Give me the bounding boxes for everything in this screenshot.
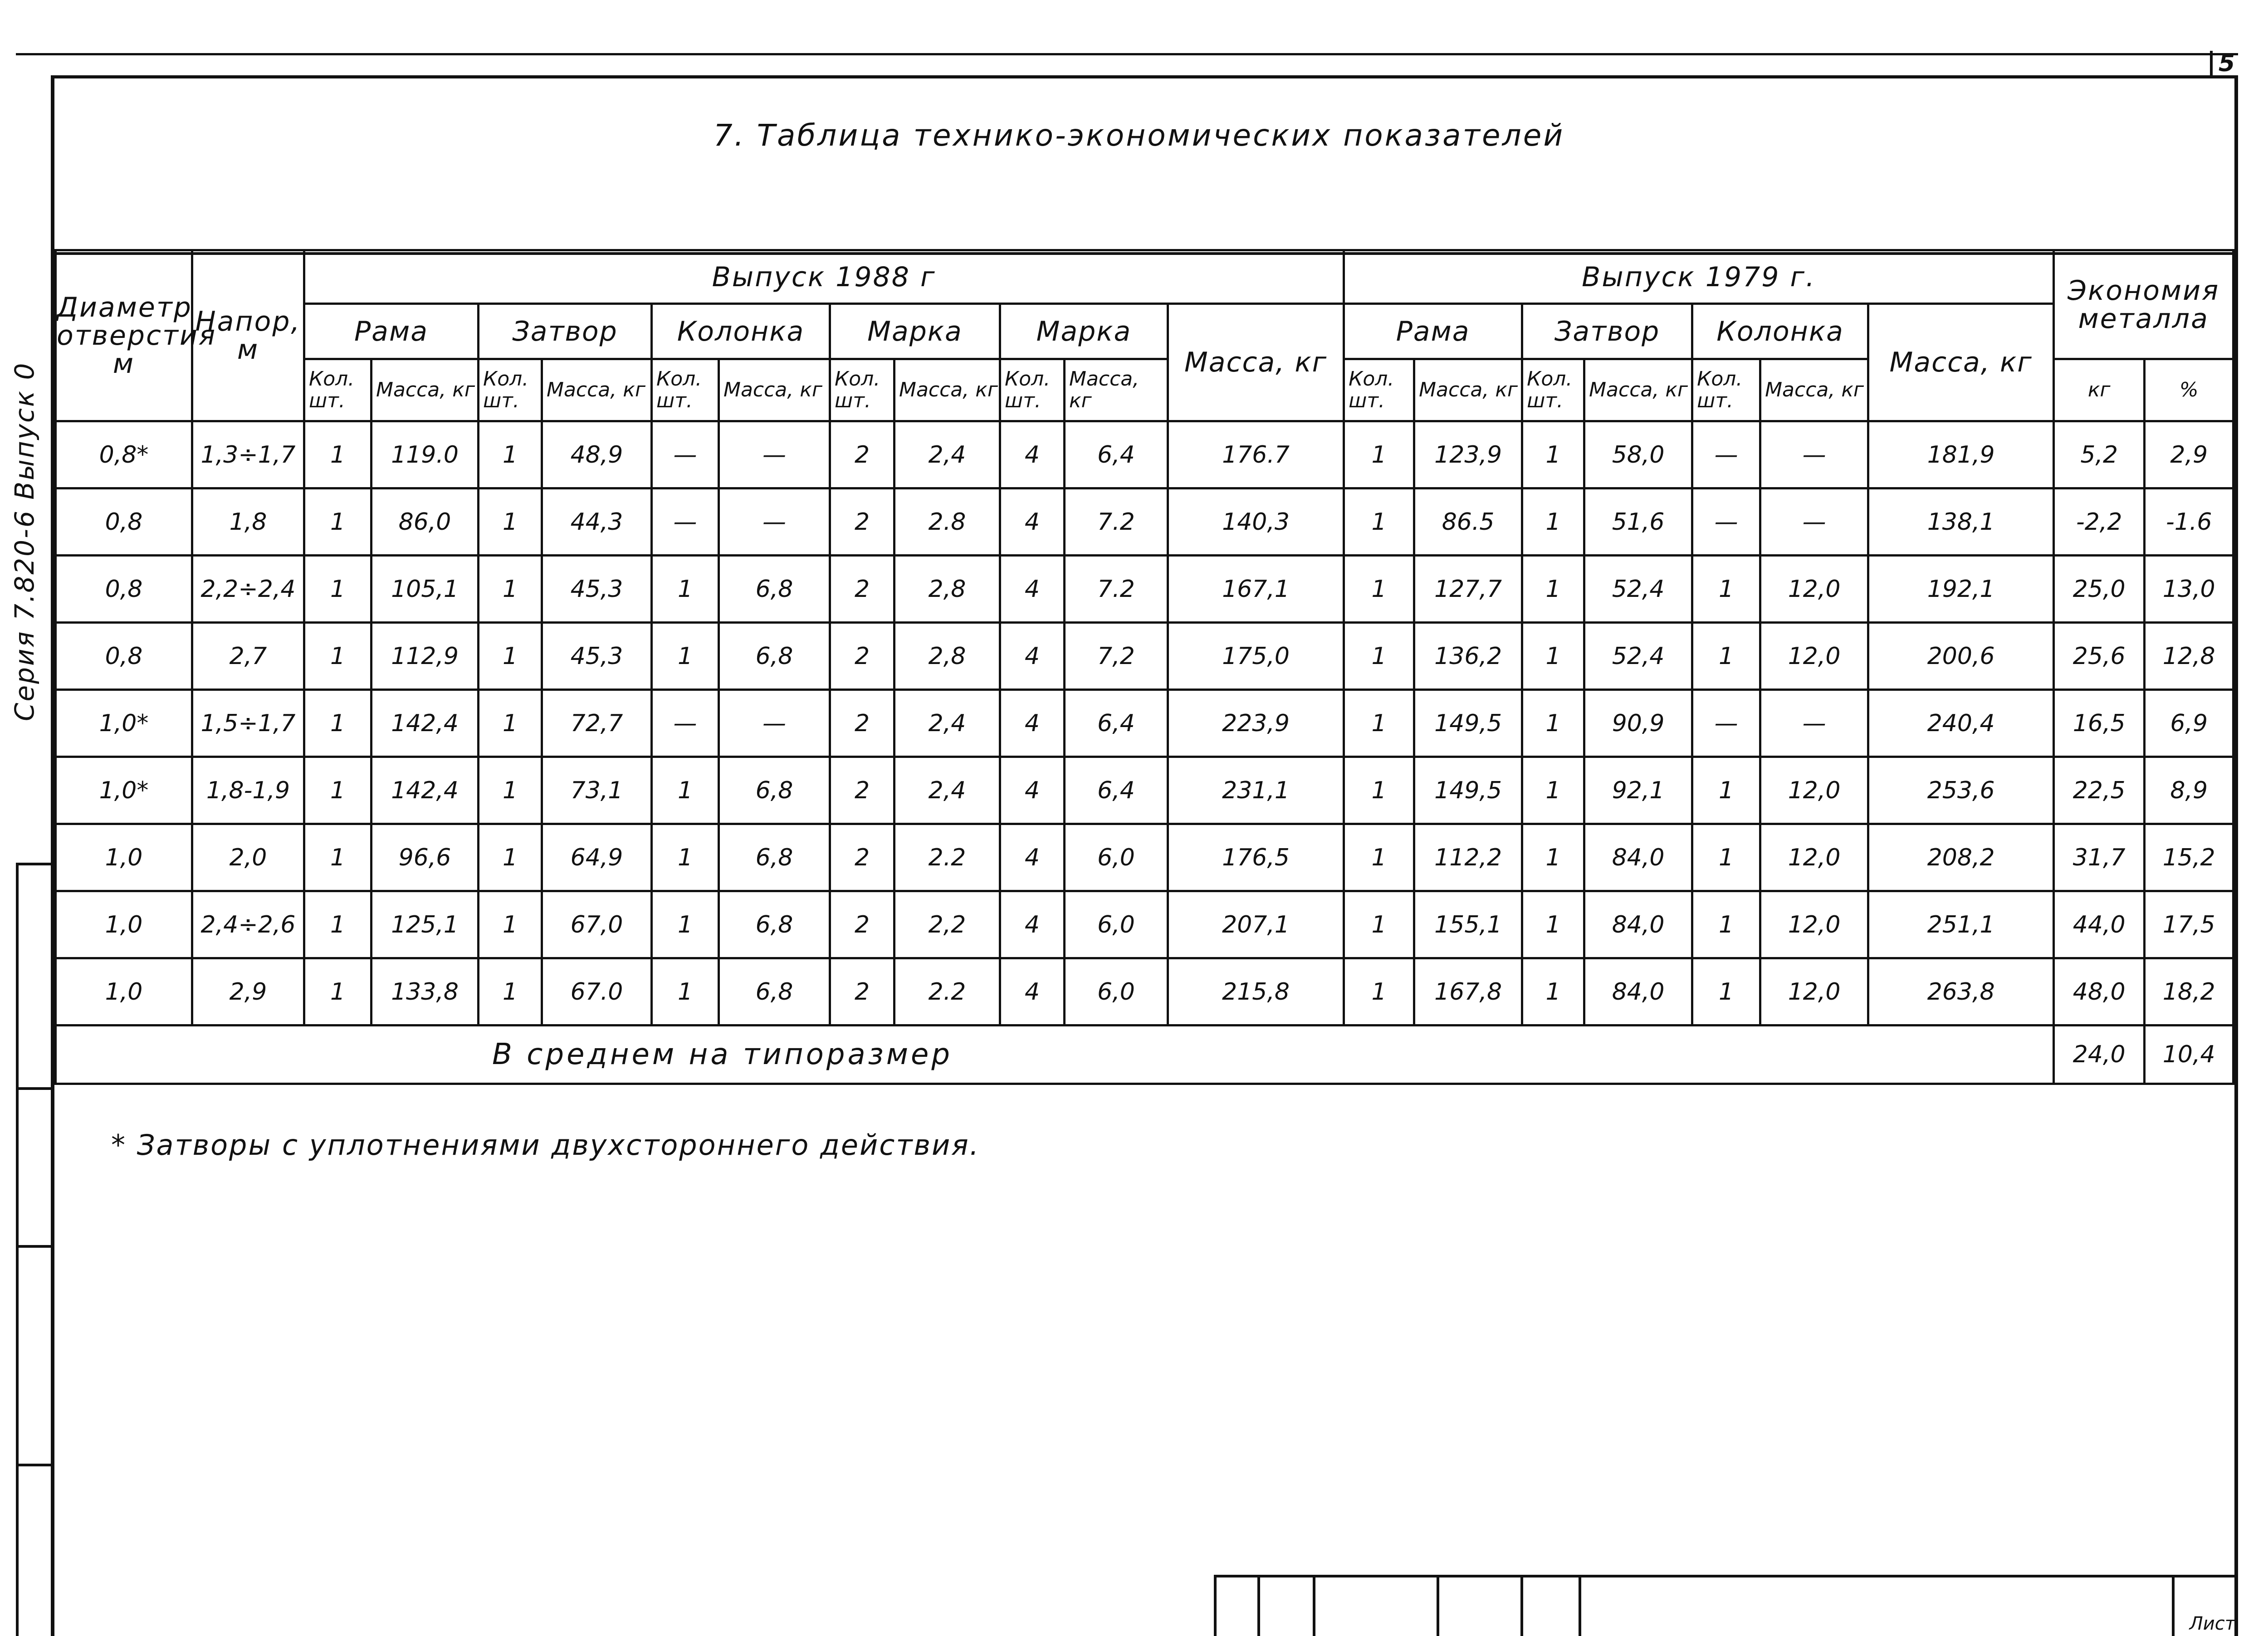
value-1979-cell: 52,4 [1584, 556, 1692, 623]
value-1988-cell: 64,9 [542, 824, 652, 891]
value-1979-cell: 208,2 [1868, 824, 2054, 891]
qty-header: Кол. шт. [304, 359, 371, 421]
value-1988-cell: 4 [1000, 757, 1065, 824]
value-1988-cell: — [652, 690, 719, 757]
value-1979-cell: 1 [1522, 556, 1584, 623]
economy-cell: 6,9 [2145, 690, 2234, 757]
value-1988-cell: 140,3 [1168, 488, 1344, 556]
value-1988-cell: 6,4 [1065, 757, 1168, 824]
column-1979: Колонка [1692, 304, 1868, 359]
value-1988-cell: 176,5 [1168, 824, 1344, 891]
value-1988-cell: 2.8 [894, 488, 1000, 556]
value-1988-cell: 2,4 [894, 690, 1000, 757]
table-row [56, 824, 2234, 891]
value-1988-cell: 6,8 [719, 891, 830, 958]
value-1979-cell: 155,1 [1414, 891, 1522, 958]
value-1988-cell: 96,6 [371, 824, 479, 891]
economy-kg-header: кг [2054, 359, 2145, 421]
value-1988-cell: 48,9 [542, 421, 652, 488]
value-1979-cell: 1 [1344, 556, 1414, 623]
head-cell: 2,9 [192, 958, 304, 1026]
value-1988-cell: 119.0 [371, 421, 479, 488]
value-1988-cell: 2.2 [894, 824, 1000, 891]
value-1988-cell: 4 [1000, 824, 1065, 891]
value-1979-cell: 200,6 [1868, 623, 2054, 690]
value-1979-cell: 1 [1344, 421, 1414, 488]
value-1979-cell: 84,0 [1584, 958, 1692, 1026]
value-1979-cell: 1 [1692, 891, 1760, 958]
value-1988-cell: 105,1 [371, 556, 479, 623]
value-1979-cell: 1 [1692, 556, 1760, 623]
indicators-table [54, 249, 2234, 1085]
value-1979-cell: 1 [1344, 623, 1414, 690]
value-1979-cell: 86.5 [1414, 488, 1522, 556]
value-1988-cell: 1 [652, 623, 719, 690]
value-1979-cell: 12,0 [1760, 891, 1868, 958]
value-1988-cell: 2,8 [894, 556, 1000, 623]
value-1979-cell: 1 [1522, 958, 1584, 1026]
value-1988-cell: 4 [1000, 421, 1065, 488]
value-1988-cell: 223,9 [1168, 690, 1344, 757]
economy-cell: -2,2 [2054, 488, 2145, 556]
value-1988-cell: 1 [304, 421, 371, 488]
value-1988-cell: 1 [479, 421, 542, 488]
value-1988-cell: 167,1 [1168, 556, 1344, 623]
value-1988-cell: 142,4 [371, 690, 479, 757]
diameter-cell: 0,8* [56, 421, 192, 488]
top-rule [16, 53, 2238, 55]
average-percent: 10,4 [2145, 1026, 2234, 1084]
value-1988-cell: 6,8 [719, 824, 830, 891]
value-1979-cell: 1 [1344, 824, 1414, 891]
average-row [56, 1026, 2234, 1084]
value-1988-cell: 45,3 [542, 556, 652, 623]
title-block-stamp [1214, 1575, 2238, 1636]
value-1988-cell: 6,8 [719, 623, 830, 690]
value-1988-cell: 125,1 [371, 891, 479, 958]
value-1988-cell: 1 [652, 556, 719, 623]
value-1988-cell: 4 [1000, 556, 1065, 623]
mass-header: Масса, кг [894, 359, 1000, 421]
value-1988-cell: 1 [652, 958, 719, 1026]
economy-cell: 22,5 [2054, 757, 2145, 824]
diameter-cell: 0,8 [56, 488, 192, 556]
column-1988: Колонка [652, 304, 830, 359]
economy-cell: 12,8 [2145, 623, 2234, 690]
diameter-cell: 1,0 [56, 958, 192, 1026]
value-1988-cell: 2 [830, 690, 894, 757]
sheet-number: 5 [2210, 51, 2241, 78]
frame-1979: Рама [1344, 304, 1522, 359]
value-1979-cell: 90,9 [1584, 690, 1692, 757]
table-row [56, 891, 2234, 958]
mass-header: Масса, кг [1414, 359, 1522, 421]
value-1988-cell: 7.2 [1065, 488, 1168, 556]
value-1988-cell: 72,7 [542, 690, 652, 757]
value-1988-cell: — [719, 488, 830, 556]
value-1979-cell: 52,4 [1584, 623, 1692, 690]
value-1988-cell: 4 [1000, 958, 1065, 1026]
value-1988-cell: 112,9 [371, 623, 479, 690]
average-label: В среднем на типоразмер [56, 1026, 2054, 1084]
value-1988-cell: 2,4 [894, 757, 1000, 824]
value-1988-cell: 2.2 [894, 958, 1000, 1026]
qty-header: Кол. шт. [1344, 359, 1414, 421]
mass-1988: Масса, кг [1168, 304, 1344, 421]
head-cell: 2,0 [192, 824, 304, 891]
economy-cell: 44,0 [2054, 891, 2145, 958]
economy-cell: 15,2 [2145, 824, 2234, 891]
page-title: 7. Таблица технико-экономических показателей [713, 118, 1565, 153]
value-1979-cell: 1 [1522, 824, 1584, 891]
economy-percent-header: % [2145, 359, 2234, 421]
value-1988-cell: 67,0 [542, 891, 652, 958]
value-1979-cell: — [1692, 690, 1760, 757]
value-1988-cell: 2 [830, 623, 894, 690]
value-1988-cell: 1 [304, 623, 371, 690]
economy-cell: 13,0 [2145, 556, 2234, 623]
head-cell: 2,2÷2,4 [192, 556, 304, 623]
mass-1979: Масса, кг [1868, 304, 2054, 421]
value-1988-cell: 2 [830, 958, 894, 1026]
value-1988-cell: 1 [652, 824, 719, 891]
value-1988-cell: 2 [830, 891, 894, 958]
mark-1988-a: Марка [830, 304, 1000, 359]
table-row [56, 556, 2234, 623]
value-1979-cell: — [1692, 421, 1760, 488]
issue-1979-header: Выпуск 1979 г. [1344, 250, 2054, 304]
value-1988-cell: 6,4 [1065, 421, 1168, 488]
value-1979-cell: 1 [1692, 623, 1760, 690]
head-cell: 2,7 [192, 623, 304, 690]
value-1979-cell: 12,0 [1760, 556, 1868, 623]
value-1988-cell: 6,0 [1065, 824, 1168, 891]
value-1988-cell: — [652, 488, 719, 556]
value-1979-cell: 1 [1692, 757, 1760, 824]
economy-cell: 25,6 [2054, 623, 2145, 690]
value-1979-cell: 123,9 [1414, 421, 1522, 488]
value-1988-cell: 231,1 [1168, 757, 1344, 824]
value-1988-cell: 44,3 [542, 488, 652, 556]
table-row [56, 421, 2234, 488]
average-kg: 24,0 [2054, 1026, 2145, 1084]
value-1988-cell: 1 [304, 556, 371, 623]
value-1988-cell: 4 [1000, 623, 1065, 690]
value-1988-cell: 7,2 [1065, 623, 1168, 690]
value-1979-cell: 84,0 [1584, 891, 1692, 958]
head-cell: 2,4÷2,6 [192, 891, 304, 958]
head-cell: 1,3÷1,7 [192, 421, 304, 488]
value-1979-cell: 92,1 [1584, 757, 1692, 824]
value-1988-cell: 2,2 [894, 891, 1000, 958]
value-1988-cell: 1 [479, 556, 542, 623]
value-1988-cell: 1 [304, 958, 371, 1026]
value-1979-cell: 1 [1692, 958, 1760, 1026]
value-1988-cell: 1 [479, 623, 542, 690]
gate-1988: Затвор [479, 304, 652, 359]
value-1979-cell: 12,0 [1760, 757, 1868, 824]
qty-header: Кол. шт. [652, 359, 719, 421]
value-1988-cell: 86,0 [371, 488, 479, 556]
value-1979-cell: 181,9 [1868, 421, 2054, 488]
head-cell: 1,8 [192, 488, 304, 556]
gate-1979: Затвор [1522, 304, 1692, 359]
col-diameter: Диаметр отверстия м [56, 250, 192, 421]
economy-header: Экономия металла [2054, 250, 2234, 359]
value-1979-cell: 1 [1344, 958, 1414, 1026]
mass-header: Масса, кг [1065, 359, 1168, 421]
value-1988-cell: 1 [304, 757, 371, 824]
value-1979-cell: 253,6 [1868, 757, 2054, 824]
value-1979-cell: 127,7 [1414, 556, 1522, 623]
diameter-cell: 1,0* [56, 690, 192, 757]
value-1979-cell: 1 [1522, 488, 1584, 556]
value-1979-cell: — [1760, 488, 1868, 556]
qty-header: Кол. шт. [830, 359, 894, 421]
table-row [56, 690, 2234, 757]
head-cell: 1,8-1,9 [192, 757, 304, 824]
mass-header: Масса, кг [1584, 359, 1692, 421]
value-1988-cell: 45,3 [542, 623, 652, 690]
sheet-label: Лист [2189, 1613, 2235, 1634]
qty-header: Кол. шт. [1692, 359, 1760, 421]
value-1979-cell: 1 [1344, 488, 1414, 556]
mass-header: Масса, кг [542, 359, 652, 421]
value-1988-cell: 2 [830, 556, 894, 623]
economy-cell: 5,2 [2054, 421, 2145, 488]
left-margin-strip [16, 863, 51, 1636]
value-1979-cell: 251,1 [1868, 891, 2054, 958]
value-1979-cell: 1 [1522, 623, 1584, 690]
value-1988-cell: 142,4 [371, 757, 479, 824]
value-1988-cell: 1 [304, 690, 371, 757]
value-1988-cell: 2 [830, 757, 894, 824]
value-1979-cell: 138,1 [1868, 488, 2054, 556]
value-1979-cell: 1 [1692, 824, 1760, 891]
issue-1988-header: Выпуск 1988 г [304, 250, 1344, 304]
value-1979-cell: 192,1 [1868, 556, 2054, 623]
value-1979-cell: 1 [1344, 757, 1414, 824]
value-1988-cell: 6,8 [719, 757, 830, 824]
value-1988-cell: 215,8 [1168, 958, 1344, 1026]
value-1988-cell: 1 [479, 891, 542, 958]
value-1979-cell: 1 [1522, 421, 1584, 488]
economy-cell: 18,2 [2145, 958, 2234, 1026]
value-1979-cell: 136,2 [1414, 623, 1522, 690]
value-1988-cell: 207,1 [1168, 891, 1344, 958]
value-1979-cell: 1 [1344, 891, 1414, 958]
value-1979-cell: 112,2 [1414, 824, 1522, 891]
value-1979-cell: 12,0 [1760, 623, 1868, 690]
value-1979-cell: 1 [1522, 690, 1584, 757]
qty-header: Кол. шт. [479, 359, 542, 421]
value-1988-cell: 6,4 [1065, 690, 1168, 757]
value-1979-cell: 1 [1522, 757, 1584, 824]
value-1988-cell: 1 [479, 824, 542, 891]
diameter-cell: 0,8 [56, 556, 192, 623]
footnote: * Затворы с уплотнениями двухстороннего действия. [111, 1128, 980, 1162]
value-1988-cell: — [719, 690, 830, 757]
value-1979-cell: 84,0 [1584, 824, 1692, 891]
economy-cell: 17,5 [2145, 891, 2234, 958]
value-1988-cell: 4 [1000, 488, 1065, 556]
table-row [56, 488, 2234, 556]
value-1979-cell: — [1760, 690, 1868, 757]
value-1988-cell: 2,4 [894, 421, 1000, 488]
mark-1988-b: Марка [1000, 304, 1168, 359]
value-1988-cell: 1 [479, 488, 542, 556]
value-1979-cell: 149,5 [1414, 757, 1522, 824]
value-1988-cell: 1 [479, 958, 542, 1026]
value-1988-cell: 4 [1000, 891, 1065, 958]
value-1988-cell: 2,8 [894, 623, 1000, 690]
value-1988-cell: 1 [304, 891, 371, 958]
frame-1988: Рама [304, 304, 479, 359]
value-1979-cell: 51,6 [1584, 488, 1692, 556]
value-1979-cell: 58,0 [1584, 421, 1692, 488]
value-1988-cell: 2 [830, 824, 894, 891]
value-1988-cell: 6,0 [1065, 891, 1168, 958]
economy-cell: 16,5 [2054, 690, 2145, 757]
value-1979-cell: 1 [1522, 891, 1584, 958]
diameter-cell: 1,0* [56, 757, 192, 824]
economy-cell: 2,9 [2145, 421, 2234, 488]
value-1988-cell: 2 [830, 488, 894, 556]
value-1988-cell: — [719, 421, 830, 488]
diameter-cell: 1,0 [56, 891, 192, 958]
value-1988-cell: 73,1 [542, 757, 652, 824]
value-1988-cell: 67.0 [542, 958, 652, 1026]
economy-cell: 48,0 [2054, 958, 2145, 1026]
mass-header: Масса, кг [1760, 359, 1868, 421]
value-1988-cell: 7.2 [1065, 556, 1168, 623]
value-1988-cell: 6,8 [719, 958, 830, 1026]
mass-header: Масса, кг [371, 359, 479, 421]
value-1979-cell: 1 [1344, 690, 1414, 757]
value-1988-cell: 1 [652, 891, 719, 958]
value-1988-cell: 1 [304, 488, 371, 556]
mass-header: Масса, кг [719, 359, 830, 421]
table-row [56, 757, 2234, 824]
qty-header: Кол. шт. [1522, 359, 1584, 421]
value-1988-cell: 6,8 [719, 556, 830, 623]
economy-cell: 25,0 [2054, 556, 2145, 623]
diameter-cell: 0,8 [56, 623, 192, 690]
value-1988-cell: 1 [652, 757, 719, 824]
economy-cell: 31,7 [2054, 824, 2145, 891]
value-1988-cell: 4 [1000, 690, 1065, 757]
value-1988-cell: 133,8 [371, 958, 479, 1026]
economy-cell: -1.6 [2145, 488, 2234, 556]
value-1979-cell: — [1760, 421, 1868, 488]
table-row [56, 623, 2234, 690]
series-issue-label: Серия 7.820-6 Выпуск 0 [9, 361, 40, 721]
value-1979-cell: 149,5 [1414, 690, 1522, 757]
value-1988-cell: 2 [830, 421, 894, 488]
economy-cell: 8,9 [2145, 757, 2234, 824]
qty-header: Кол. шт. [1000, 359, 1065, 421]
value-1988-cell: 176.7 [1168, 421, 1344, 488]
value-1979-cell: 240,4 [1868, 690, 2054, 757]
diameter-cell: 1,0 [56, 824, 192, 891]
value-1988-cell: 6,0 [1065, 958, 1168, 1026]
col-head: Напор, м [192, 250, 304, 421]
value-1988-cell: 175,0 [1168, 623, 1344, 690]
value-1979-cell: 12,0 [1760, 824, 1868, 891]
value-1988-cell: 1 [479, 690, 542, 757]
value-1988-cell: 1 [479, 757, 542, 824]
value-1979-cell: 167,8 [1414, 958, 1522, 1026]
value-1988-cell: — [652, 421, 719, 488]
value-1979-cell: 12,0 [1760, 958, 1868, 1026]
value-1979-cell: — [1692, 488, 1760, 556]
head-cell: 1,5÷1,7 [192, 690, 304, 757]
value-1988-cell: 1 [304, 824, 371, 891]
value-1979-cell: 263,8 [1868, 958, 2054, 1026]
table-row [56, 958, 2234, 1026]
